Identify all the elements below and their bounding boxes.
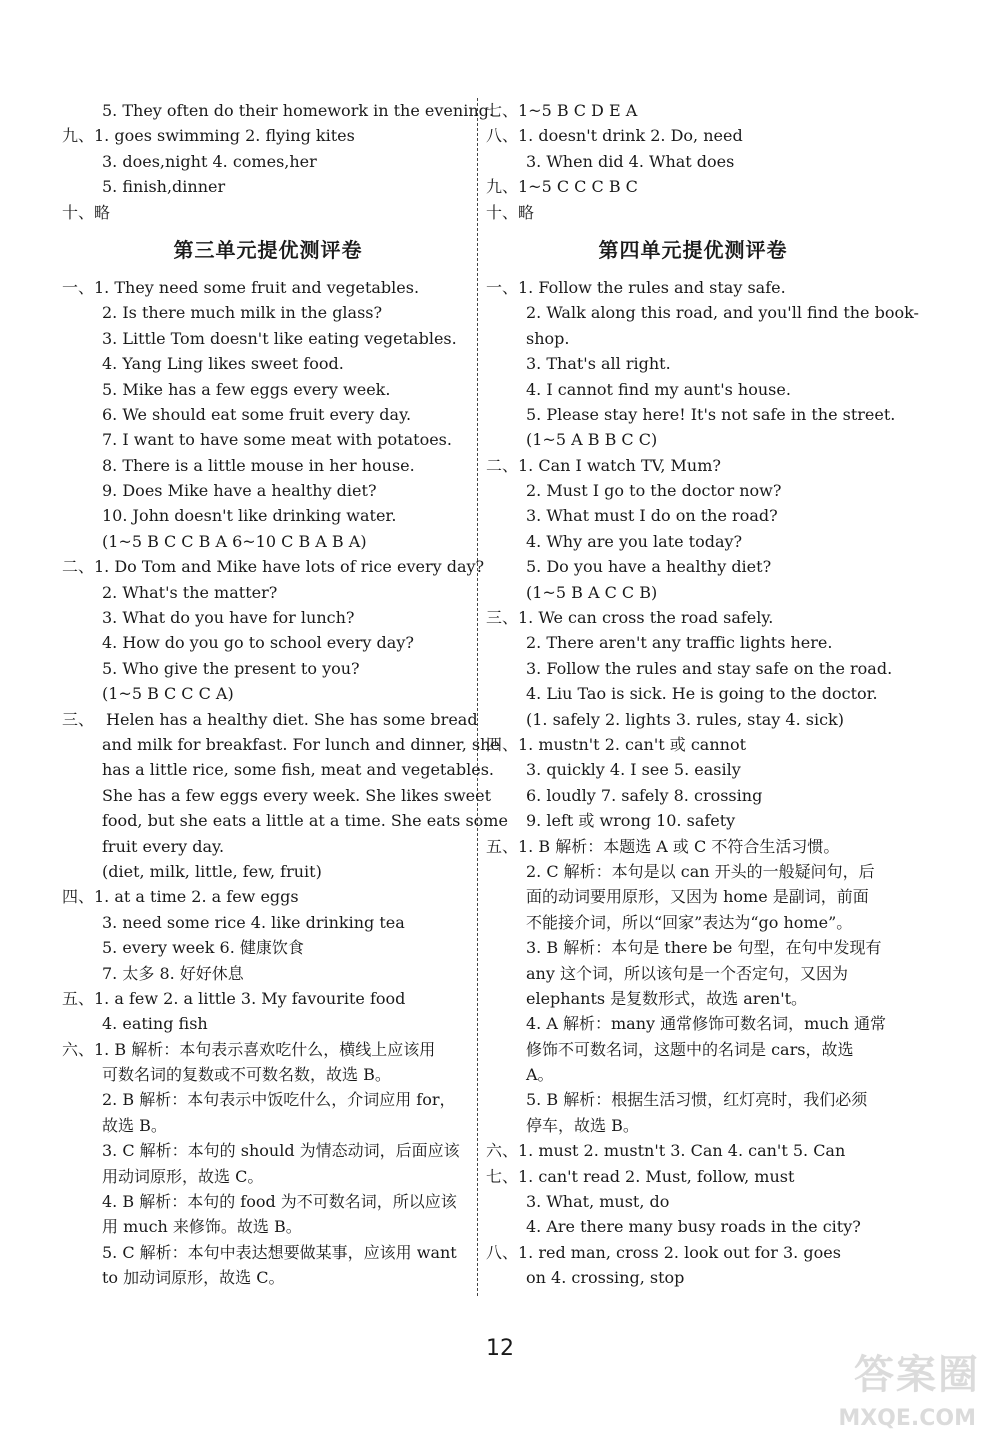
answer-line: 不能接介词，所以“回家”表达为“go home”。 [526,912,853,932]
answer-line: 一、1. They need some fruit and vegetables. [62,277,420,297]
answer-line: (1~5 B C C C A) [102,684,234,704]
passage-line: food, but she eats a little at a time. She eats some [102,811,508,831]
answer-line: 3. B 解析：本句是 there be 句型，在句中发现有 [526,938,882,958]
answer-line: 2. B 解析：本句表示中饭吃什么，介词应用 for， [102,1090,456,1110]
passage-line: has a little rice, some fish, meat and vegetables. [102,760,495,780]
unit3-section-4-6 [62,884,474,1290]
answer-line: 3. Follow the rules and stay safe on the road. [526,658,893,678]
answer-line: 7. I want to have some meat with potatoes. [102,430,452,450]
answer-line: 3. When did 4. What does [526,151,735,171]
answer-line: 2. Walk along this road, and you'll find the book- [526,303,919,323]
answer-line: 用 much 来修饰。故选 B。 [102,1217,302,1237]
answer-line: 九、1. goes swimming 2. flying kites [62,126,355,146]
answer-line: 4. I cannot find my aunt's house. [526,379,791,399]
unit4-heading: 第四单元提优测评卷 [598,237,788,262]
answer-line: 面的动词要用原形，又因为 home 是副词，前面 [526,887,869,907]
answer-line: 5. Who give the present to you? [102,658,360,678]
answer-line: 五、1. B 解析：本题选 A 或 C 不符合生活习惯。 [486,836,840,856]
answer-line: 3. What do you have for lunch? [102,608,355,628]
unit3-passage [62,707,508,885]
answer-line: (1~5 A B B C C) [526,430,658,450]
answer-line: 二、1. Can I watch TV, Mum? [486,455,721,475]
answer-line: 4. A 解析：many 通常修饰可数名词，much 通常 [526,1014,886,1034]
watermark [790,1343,980,1431]
right-pre-section [486,98,900,225]
answer-line: 八、1. red man, cross 2. look out for 3. goes [486,1242,841,1262]
answer-line: 八、1. doesn't drink 2. Do, need [486,126,743,146]
answer-line: 9. left 或 wrong 10. safety [526,811,736,831]
answer-line: 4. Are there many busy roads in the city? [526,1217,861,1237]
answer-line: 5. finish,dinner [102,177,226,197]
answer-line: 4. Why are you late today? [526,531,743,551]
answer-line: 四、1. mustn't 2. can't 或 cannot [486,734,747,754]
answer-line: shop. [526,328,570,348]
answer-line: 3. Little Tom doesn't like eating vegetables. [102,328,457,348]
unit4-sections [486,275,919,1291]
answer-line: on 4. crossing, stop [526,1268,685,1288]
answer-line: 六、1. must 2. mustn't 3. Can 4. can't 5. Can [486,1141,846,1161]
answer-line: 2. Must I go to the doctor now? [526,481,782,501]
answer-line: 十、略 [62,202,111,222]
answer-line: 3. need some rice 4. like drinking tea [102,912,405,932]
answer-line: 一、1. Follow the rules and stay safe. [486,277,786,297]
answer-line: 6. We should eat some fruit every day. [102,404,412,424]
answer-line: 3. quickly 4. I see 5. easily [526,760,741,780]
answer-line: any 这个词，所以该句是一个否定句，又因为 [526,963,848,983]
answer-line: 4. How do you go to school every day? [102,633,414,653]
answer-line: 故选 B。 [102,1115,167,1135]
answer-line: (1~5 B A C C B) [526,582,658,602]
answer-line: (1. safely 2. lights 3. rules, stay 4. sick) [526,709,844,729]
answer-line: A。 [526,1065,554,1085]
answer-line: 7. 太多 8. 好好休息 [102,963,244,983]
right-column [486,98,919,1291]
watermark-url: MXQE.COM [838,1406,976,1431]
answer-line: 2. C 解析：本句是以 can 开头的一般疑问句，后 [526,861,875,881]
answer-line: 5. C 解析：本句中表达想要做某事，应该用 want [102,1242,457,1262]
answer-line: 六、1. B 解析：本句表示喜欢吃什么，横线上应该用 [62,1039,436,1059]
unit3-section-1-2 [62,275,485,707]
answer-line: 七、1~5 B C D E A [486,101,638,120]
column-divider [477,98,478,1296]
answer-line: 5. Do you have a healthy diet? [526,557,772,577]
answer-line: 5. Please stay here! It's not safe in the street. [526,404,896,424]
answer-line: 4. eating fish [102,1014,208,1034]
answer-line: 5. B 解析：根据生活习惯，红灯亮时，我们必须 [526,1090,868,1110]
answer-line: 8. There is a little mouse in her house. [102,455,415,475]
answer-line: 五、1. a few 2. a little 3. My favourite food [62,988,406,1008]
answer-line: 十、略 [486,202,535,222]
answer-line: 用动词原形，故选 C。 [102,1166,264,1186]
answer-line: 2. What's the matter? [102,582,278,602]
answer-line: 九、1~5 C C C B C [486,177,638,197]
answer-line: 可数名词的复数或不可数名数，故选 B。 [102,1065,391,1085]
answer-line: 5. every week 6. 健康饮食 [102,938,304,958]
left-pre-section [62,98,494,225]
answer-line: 二、1. Do Tom and Mike have lots of rice every day? [62,557,485,577]
answer-line: 修饰不可数名词，这题中的名词是 cars，故选 [526,1039,854,1059]
page-number: 12 [486,1336,514,1361]
answer-line: 七、1. can't read 2. Must, follow, must [486,1166,795,1186]
unit3-heading: 第三单元提优测评卷 [173,237,363,262]
answer-line: 3. C 解析：本句的 should 为情态动词，后面应该 [102,1141,460,1161]
left-column [62,98,508,1291]
passage-line: fruit every day. [102,836,225,856]
passage-line: She has a few eggs every week. She likes sweet [102,785,492,805]
answer-line: 4. Liu Tao is sick. He is going to the doctor. [526,684,878,704]
answer-line: 3. does,night 4. comes,her [102,151,317,171]
passage-line: (diet, milk, little, few, fruit) [102,861,322,881]
answer-line: 10. John doesn't like drinking water. [102,506,397,526]
answer-line: 4. B 解析：本句的 food 为不可数名词，所以应该 [102,1192,457,1212]
answer-line: 四、1. at a time 2. a few eggs [62,887,299,907]
answer-line: 三、1. We can cross the road safely. [486,608,774,628]
answer-line: 2. There aren't any traffic lights here. [526,633,833,653]
answer-line: 2. Is there much milk in the glass? [102,303,383,323]
answer-line: (1~5 B C C B A 6~10 C B A B A) [102,531,367,551]
answer-line: elephants 是复数形式，故选 aren't。 [526,988,808,1008]
answer-line: 3. That's all right. [526,354,671,374]
answer-line: 5. Mike has a few eggs every week. [102,379,391,399]
answer-line: 9. Does Mike have a healthy diet? [102,481,377,501]
passage-line: 三、 Helen has a healthy diet. She has some bread [62,709,478,729]
answer-line: 停车，故选 B。 [526,1115,639,1135]
passage-line: and milk for breakfast. For lunch and dinner, she [102,734,500,754]
answer-line: 5. They often do their homework in the evening. [102,101,494,120]
watermark-logo: 答案圈 [854,1352,980,1398]
answer-line: to 加动词原形，故选 C。 [102,1268,285,1288]
answer-line: 4. Yang Ling likes sweet food. [102,354,344,374]
answer-line: 6. loudly 7. safely 8. crossing [526,785,763,805]
answer-line: 3. What must I do on the road? [526,506,778,526]
answer-line: 3. What, must, do [526,1192,670,1212]
